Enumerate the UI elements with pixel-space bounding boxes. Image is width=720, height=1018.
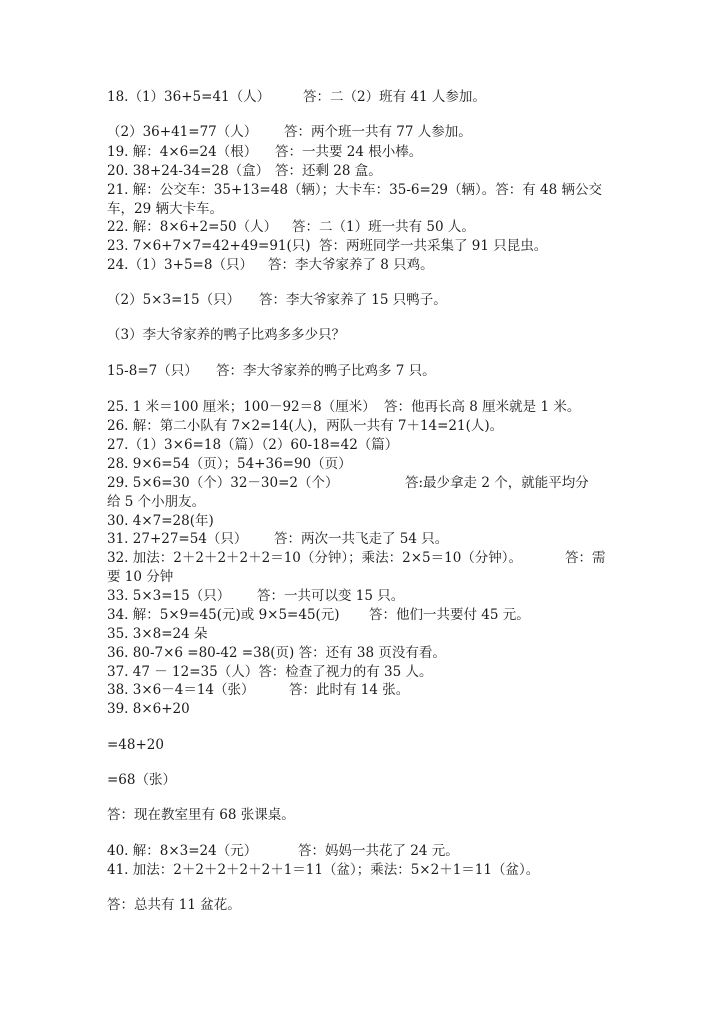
calc-text: 要 10 分钟: [107, 569, 174, 585]
answer-text: 答：二（1）班一共有 50 人。: [292, 219, 475, 235]
answer-text: 答：二（2）班有 41 人参加。: [303, 89, 486, 105]
answer-line-24-2: [107, 291, 447, 309]
answer-text: 答：一共要 24 根小棒。: [275, 144, 423, 160]
answer-line-41: [107, 861, 539, 879]
calc-text: 给 5 个小朋友。: [107, 494, 206, 510]
calc-text: 37. 47 － 12=35（人）答：检查了视力的有 35 人。: [107, 664, 433, 680]
calc-text: 29. 5×6=30（个）32－30=2（个）: [107, 475, 339, 491]
calc-text: 24.（1）3+5=8（只）: [107, 257, 253, 273]
calc-text: 25. 1 米＝100 厘米；100－92＝8（厘米）: [107, 399, 376, 415]
calc-text: =48+20: [107, 737, 164, 753]
answer-line-24-calc: [107, 362, 436, 380]
answer-line-36: [107, 644, 446, 662]
answer-line-29: [107, 474, 589, 492]
calc-text: （2）36+41=77（人）: [107, 124, 258, 140]
calc-text: 27.（1）3×6=18（篇）（2）60-18=42（篇）: [107, 437, 399, 453]
answer-line-20: [107, 162, 382, 180]
answer-line-35: [107, 625, 208, 643]
answer-line-38: [107, 681, 410, 699]
answer-text: 答：他再长高 8 厘米就是 1 米。: [384, 399, 581, 415]
answer-line-33: [107, 587, 405, 605]
answer-line-24-3: [107, 326, 345, 344]
answer-line-27: [107, 436, 398, 454]
calc-text: 答：现在教室里有 68 张课桌。: [107, 807, 295, 823]
answer-text: 答：需: [565, 550, 606, 566]
answer-text: 答：妈妈一共花了 24 元。: [298, 843, 459, 859]
calc-text: 32. 加法：2＋2＋2＋2＋2＝10（分钟）；乘法：2×5＝10（分钟）。: [107, 550, 523, 566]
calc-text: 28. 9×6=54（页）；54+36=90（页）: [107, 456, 352, 472]
answer-line-18-1: [107, 88, 486, 106]
answer-line-39: [107, 700, 190, 718]
answer-line-25: [107, 398, 581, 416]
answer-line-32-cont: [107, 568, 173, 586]
calc-text: （3）李大爷家养的鸭子比鸡多多少只？: [107, 327, 346, 343]
answer-line-32: [107, 549, 606, 567]
answer-text: 答：两个班一共有 77 人参加。: [284, 124, 472, 140]
answer-line-39-answer: [107, 806, 295, 824]
calc-text: 车，29 辆大卡车。: [107, 201, 223, 217]
calc-text: 41. 加法：2＋2＋2＋2＋2＋1＝11（盆）；乘法：5×2＋1＝11（盆）。: [107, 862, 540, 878]
answer-line-41-answer: [107, 896, 241, 914]
answer-line-21-cont: [107, 200, 223, 218]
calc-text: 40. 解：8×3=24（元）: [107, 843, 258, 859]
calc-text: （2）5×3=15（只）: [107, 292, 241, 308]
answer-line-28: [107, 455, 352, 473]
answer-line-19: [107, 143, 423, 161]
answer-line-37: [107, 663, 432, 681]
calc-text: 19. 解：4×6=24（根）: [107, 144, 258, 160]
answer-line-21: [107, 181, 602, 199]
calc-text: 21. 解：公交车：35+13=48（辆）；大卡车：35-6=29（辆）。答：有 48 辆公交: [107, 182, 602, 198]
answer-text: 答：李大爷家养了 8 只鸡。: [268, 257, 434, 273]
calc-text: 31. 27+27=54（只）: [107, 531, 248, 547]
calc-text: 33. 5×3=15（只）: [107, 588, 231, 604]
answer-line-29-cont: [107, 493, 205, 511]
calc-text: 20. 38+24-34=28（盒）: [107, 163, 270, 179]
calc-text: 23. 7×6+7×7=42+49=91(只): [107, 238, 311, 254]
answer-line-18-2: [107, 123, 472, 141]
answer-text: 答：一共可以变 15 只。: [257, 588, 405, 604]
answer-text: 答：还剩 28 盒。: [275, 163, 382, 179]
answer-line-24-1: [107, 256, 434, 274]
answer-text: 答：此时有 14 张。: [289, 682, 410, 698]
answer-line-34: [107, 606, 530, 624]
answer-line-40: [107, 842, 459, 860]
calc-text: 39. 8×6+20: [107, 701, 190, 717]
calc-text: 36. 80-7×6 =80-42 =38(页) 答：还有 38 页没有看。: [107, 645, 446, 661]
calc-text: =68（张）: [107, 772, 176, 788]
calc-text: 答：总共有 11 盆花。: [107, 897, 241, 913]
answer-line-31: [107, 530, 449, 548]
answer-line-39-step1: [107, 736, 164, 754]
answer-text: 答：两班同学一共采集了 91 只昆虫。: [319, 238, 548, 254]
calc-text: 30. 4×7=28(年): [107, 513, 214, 529]
calc-text: 22. 解：8×6+2=50（人）: [107, 219, 278, 235]
answer-text: 答:最少拿走 2 个，就能平均分: [405, 475, 589, 491]
calc-text: 18.（1）36+5=41（人）: [107, 89, 271, 105]
answer-text: 答：李大爷家养了 15 只鸭子。: [259, 292, 447, 308]
calc-text: 15-8=7（只）: [107, 363, 198, 379]
answer-line-22: [107, 218, 475, 236]
answer-text: 答：他们一共要付 45 元。: [369, 607, 530, 623]
calc-text: 34. 解：5×9=45(元)或 9×5=45(元): [107, 607, 340, 623]
answer-text: 答：李大爷家养的鸭子比鸡多 7 只。: [216, 363, 436, 379]
answer-text: 答：两次一共飞走了 54 只。: [274, 531, 449, 547]
calc-text: 38. 3×6－4＝14（张）: [107, 682, 255, 698]
answer-line-30: [107, 512, 214, 530]
answer-line-23: [107, 237, 548, 255]
calc-text: 26. 解：第二小队有 7×2=14(人)，两队一共有 7＋14=21(人)。: [107, 418, 504, 434]
answer-line-39-step2: [107, 771, 176, 789]
calc-text: 35. 3×8=24 朵: [107, 626, 208, 642]
answer-line-26: [107, 417, 503, 435]
